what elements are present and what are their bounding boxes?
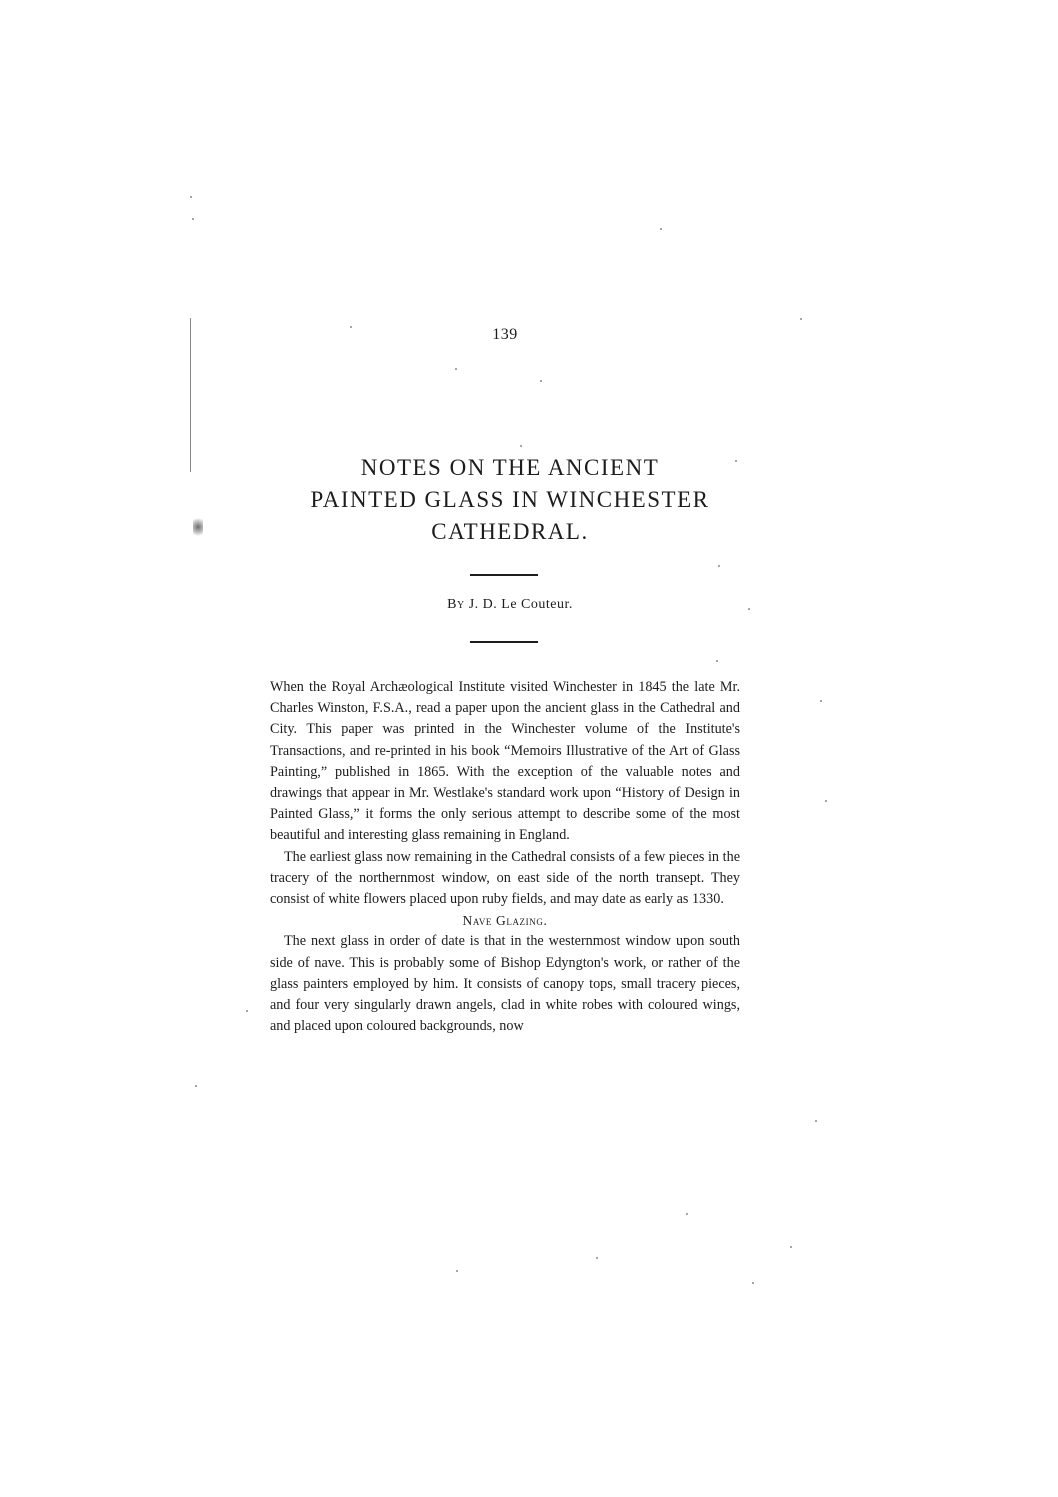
scan-speck xyxy=(718,565,720,567)
scan-speck xyxy=(455,368,457,370)
scan-speck xyxy=(596,1257,598,1259)
scan-speck xyxy=(716,660,718,662)
scan-speck xyxy=(192,218,194,220)
article-body xyxy=(270,677,740,1037)
scan-speck xyxy=(456,1270,458,1272)
scan-speck xyxy=(815,1120,817,1122)
title-line-1: NOTES ON THE ANCIENT xyxy=(360,455,660,480)
scan-speck xyxy=(825,800,827,802)
article-title xyxy=(260,452,760,548)
scan-speck xyxy=(820,700,822,702)
title-line-2: PAINTED GLASS IN WINCHESTER xyxy=(310,487,710,512)
byline-author: J. D. Le Couteur. xyxy=(468,597,573,612)
page-number: 139 xyxy=(492,326,518,343)
paragraph-intro: When the Royal Archæological Institute visited Winchester in 1845 the late Mr. Charles Winston, F.S.A., read a paper upon the ancient glass in the Cathedral and City. This paper was printed in the Winchester volume of the Institute's Transactions, and re-printed in his book “Memoirs Illustrative of the Art of Glass Painting,” published in 1865. With the exception of the valuable notes and drawings that appear in Mr. Westlake's standard work upon “History of Design in Painted Glass,” it forms the only serious attempt to describe some of the most beautiful and interesting glass remaining in England. xyxy=(270,679,740,844)
scan-smudge xyxy=(193,516,203,538)
title-line-3: CATHEDRAL. xyxy=(431,519,589,544)
scan-speck xyxy=(800,318,802,320)
scan-speck xyxy=(246,1010,248,1012)
section-heading-nave-glazing: Nave Glazing. xyxy=(462,913,548,929)
byline-divider xyxy=(470,641,538,643)
paragraph-earliest-glass: The earliest glass now remaining in the Cathedral consists of a few pieces in the tracery of the northernmost window, on east side of the north transept. They consist of white flowers placed upon ruby fields, and may date as early as 1330. xyxy=(270,848,740,908)
scan-speck xyxy=(540,380,542,382)
scan-speck xyxy=(686,1213,688,1215)
scan-speck xyxy=(752,1282,754,1284)
scan-speck xyxy=(190,196,192,198)
scan-speck xyxy=(660,228,662,230)
paragraph-nave-glazing: The next glass in order of date is that in the westernmost window upon south side of nave. This is probably some of Bishop Edyngton's work, or rather of the glass painters employed by him. It consists of canopy tops, small tracery pieces, and four very singularly drawn angels, clad in white robes with coloured wings, and placed upon coloured backgrounds, now xyxy=(270,933,740,1035)
scan-speck xyxy=(520,445,522,447)
byline-prefix: By xyxy=(447,597,465,612)
scan-speck xyxy=(195,1085,197,1087)
byline xyxy=(260,597,760,613)
title-divider xyxy=(470,574,538,576)
scan-speck xyxy=(790,1246,792,1248)
